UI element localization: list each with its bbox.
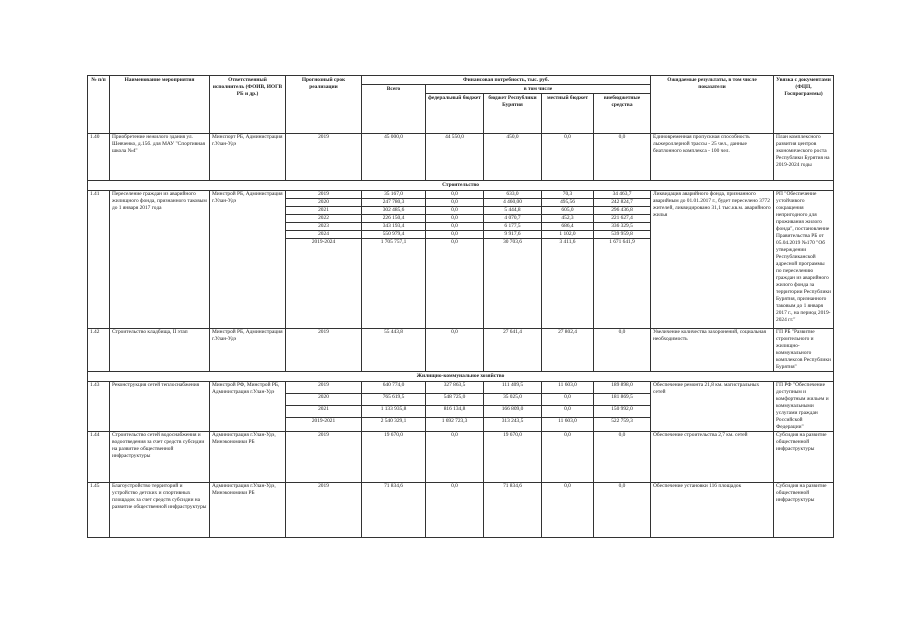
cell-republic: 19 670,0 [484,431,542,482]
cell-num: 1.43 [88,381,110,431]
cell-local: 495,56 [542,199,594,207]
cell-empty [484,246,542,328]
cell-empty [286,246,362,328]
cell-name: Строительство кладбища, II этап [110,328,210,371]
cell-total: 765 619,5 [362,393,426,405]
cell-local: 0,0 [542,405,594,417]
cell-term: 2020 [286,393,362,405]
cell-name: Благоустройство территорий и устройство детских и спортивных площадок за счет средств субсидии на развитие общественной инфраструктуры [110,482,210,537]
cell-local: 605,0 [542,207,594,215]
cell-republic: 9 917,6 [484,231,542,239]
cell-republic: 4 460,00 [484,199,542,207]
cell-republic: 633,0 [484,191,542,199]
cell-executor: Минстрой РБ, Администрация г.Улан-Удэ [210,191,286,329]
cell-term: 2021 [286,207,362,215]
row-1-44 [88,431,834,482]
cell-federal: 1 692 723,3 [426,417,484,428]
cell-empty [426,246,484,328]
cell-local: 3 411,6 [542,239,594,247]
cell-federal: 816 134,8 [426,405,484,417]
row-1-45 [88,482,834,537]
header-finance: Финансовая потребность, тыс. руб. [362,76,651,85]
cell-total: 2 540 329,1 [362,417,426,428]
cell-federal: 0,0 [426,231,484,239]
cell-name: Переселение граждан из аварийного жилищного фонда, признанного таковым до 1 января 2017 года [110,191,210,329]
cell-republic: 6 177,5 [484,223,542,231]
cell-term: 2019 [286,482,362,537]
cell-federal: 0,0 [426,215,484,223]
cell-total: 45 000,0 [362,134,426,181]
cell-link: Субсидия на развитие общественной инфраструктуры [774,482,834,537]
cell-term: 2020 [286,199,362,207]
header-extra: внебюджетные средства [594,94,651,134]
cell-federal: 548 725,0 [426,393,484,405]
cell-local: 0,0 [542,134,594,181]
row-1-40 [88,134,834,181]
cell-total: 71 834,6 [362,482,426,537]
cell-num: 1.41 [88,191,110,329]
cell-local: 0,0 [542,393,594,405]
cell-extra: 0,0 [594,431,651,482]
cell-extra: 0,0 [594,328,651,371]
cell-empty [594,246,651,328]
section-title: Жилищно-коммунальное хозяйство [88,371,834,381]
cell-term: 2019 [286,431,362,482]
cell-empty [542,246,594,328]
cell-local: 27 802,4 [542,328,594,371]
cell-federal: 0,0 [426,482,484,537]
cell-total: 302 485,6 [362,207,426,215]
cell-federal: 0,0 [426,239,484,247]
cell-executor: Минстрой РБ, Администрация г.Улан-Удэ [210,328,286,371]
cell-federal: 0,0 [426,191,484,199]
cell-extra: 221 627,4 [594,215,651,223]
cell-term: 2019 [286,134,362,181]
cell-republic: 313 243,5 [484,417,542,428]
cell-republic: 4 070,7 [484,215,542,223]
section-row-housing [88,371,834,381]
cell-term: 2019-2021 [286,417,362,428]
cell-total: 343 193,4 [362,223,426,231]
cell-num: 1.40 [88,134,110,181]
cell-extra: 0,0 [594,134,651,181]
cell-federal: 44 550,0 [426,134,484,181]
cell-local: 1 102,0 [542,231,594,239]
cell-extra: 0,0 [594,482,651,537]
cell-link: Субсидия на развитие общественной инфраструктуры [774,431,834,482]
cell-republic: 30 703,6 [484,239,542,247]
cell-num: 1.44 [88,431,110,482]
cell-result: Обеспечение ремонта 21,8 км. магистральных сетей [651,381,774,431]
cell-term: 2019-2024 [286,239,362,247]
cell-federal: 0,0 [426,431,484,482]
cell-term: 2023 [286,223,362,231]
cell-name: Приобретение нежилого здания ул. Шевченко, д.15б. для МАУ "Спортивная школа №4" [110,134,210,181]
cell-local: 0,0 [542,482,594,537]
cell-total: 226 150,4 [362,215,426,223]
cell-republic: 450,0 [484,134,542,181]
header-local: местный бюджет [542,94,594,134]
cell-executor: Администрация г.Улан-Удэ, Минэкономики РБ [210,482,286,537]
cell-extra: 336 329,5 [594,223,651,231]
header-term: Прогнозный срок реализации [286,76,362,134]
cell-name: Реконструкция сетей теплоснабжения [110,381,210,431]
header-federal: федеральный бюджет [426,94,484,134]
cell-extra: 522 759,3 [594,417,651,428]
header-num: № п/п [88,76,110,134]
cell-result: Увеличение количества захоронений, социальная необходимость [651,328,774,371]
cell-republic: 166 809,0 [484,405,542,417]
cell-federal: 327 863,5 [426,381,484,393]
cell-executor: Минспорт РБ, Администрация г.Улан-Удэ [210,134,286,181]
cell-term: 2022 [286,215,362,223]
cell-total: 247 780,3 [362,199,426,207]
header-total: Всего [362,85,426,134]
cell-executor: Администрация г.Улан-Удэ, Минэкономики РБ [210,431,286,482]
cell-total: 1 705 757,1 [362,239,426,247]
header-name: Наименование мероприятия [110,76,210,134]
cell-local: 11 603,0 [542,381,594,393]
header-link: Увязка с документами (ФЦП, Госпрограммы) [774,76,834,134]
cell-extra: 34 463,7 [594,191,651,199]
cell-federal: 0,0 [426,207,484,215]
cell-local: 686,4 [542,223,594,231]
cell-extra: 539 959,8 [594,231,651,239]
row-1-43 [88,381,834,393]
cell-republic: 71 834,6 [484,482,542,537]
cell-republic: 111 409,5 [484,381,542,393]
cell-num: 1.45 [88,482,110,537]
header-republic: бюджет Республики Бурятия [484,94,542,134]
cell-federal: 0,0 [426,199,484,207]
cell-local: 11 603,0 [542,417,594,428]
cell-link: ГП РФ "Обеспечение доступным и комфортным жильем и коммунальными услугами граждан Российской Федерации" [774,381,834,431]
cell-name: Строительство сетей водоснабжения и водоотведения за счет средств субсидии на развитие общественной инфраструктуры [110,431,210,482]
section-row-construction [88,181,834,191]
cell-result: Единовременная пропускная способность лыжероллерной трассы - 25 чел., данные биатлонного комплекса - 100 чел. [651,134,774,181]
row-1-42 [88,328,834,371]
cell-extra: 296 436,8 [594,207,651,215]
cell-term: 2024 [286,231,362,239]
document-sheet [87,75,833,538]
cell-total: 35 167,0 [362,191,426,199]
cell-local: 452,3 [542,215,594,223]
cell-term: 2019 [286,381,362,393]
cell-total: 550 979,4 [362,231,426,239]
cell-federal: 0,0 [426,328,484,371]
cell-result: Ликвидация аварийного фонда, признанного аварийным до 01.01.2017 г., будет переселено 3772 жителей, ликвидировано 31,1 тыс.кв.м. аварийного жилья [651,191,774,329]
cell-local: 70,3 [542,191,594,199]
cell-empty [362,246,426,328]
cell-extra: 181 869,5 [594,393,651,405]
cell-republic: 5 444,8 [484,207,542,215]
cell-total: 640 774,0 [362,381,426,393]
cell-extra: 242 824,7 [594,199,651,207]
cell-total: 19 670,0 [362,431,426,482]
cell-num: 1.42 [88,328,110,371]
row-1-41 [88,191,834,199]
cell-link: План комплексного развития центров экономического роста Республики Бурятия на 2019-2024 годы [774,134,834,181]
measures-table [87,75,834,538]
cell-term: 2021 [286,405,362,417]
cell-result: Обеспечение строительства 2,7 км. сетей [651,431,774,482]
cell-republic: 35 025,0 [484,393,542,405]
cell-local: 0,0 [542,431,594,482]
header-result: Ожидаемые результаты, в том числе показатели [651,76,774,134]
cell-extra: 150 992,0 [594,405,651,417]
cell-executor: Минстрой РФ, Минстрой РБ, Администрация г.Улан-Удэ [210,381,286,431]
header-executor: Ответственный исполнитель (ФОИВ, ИОГВ РБ и др.) [210,76,286,134]
cell-term: 2019 [286,328,362,371]
cell-total: 55 443,8 [362,328,426,371]
cell-link: РП "Обеспечение устойчивого сокращения непригодного для проживания жилого фонда", постановление Правительства РБ от 05.04.2019 №170 "Об утверждении Республиканской адресной программы по переселению граждан из аварийного жилого фонда за территории Республики Бурятия, признанного таковым до 1 января 2017 г., на период 2019-2024 гг." [774,191,834,329]
section-title: Строительство [88,181,834,191]
cell-extra: 189 898,0 [594,381,651,393]
cell-extra: 1 671 641,9 [594,239,651,247]
cell-result: Обеспечение установки 116 площадок [651,482,774,537]
cell-term: 2019 [286,191,362,199]
cell-federal: 0,0 [426,223,484,231]
cell-total: 1 133 935,8 [362,405,426,417]
header-including: в том числе [426,85,651,94]
cell-link: ГП РБ "Развитие строительного и жилищно-коммунального комплексов Республики Бурятия" [774,328,834,371]
cell-republic: 27 641,4 [484,328,542,371]
